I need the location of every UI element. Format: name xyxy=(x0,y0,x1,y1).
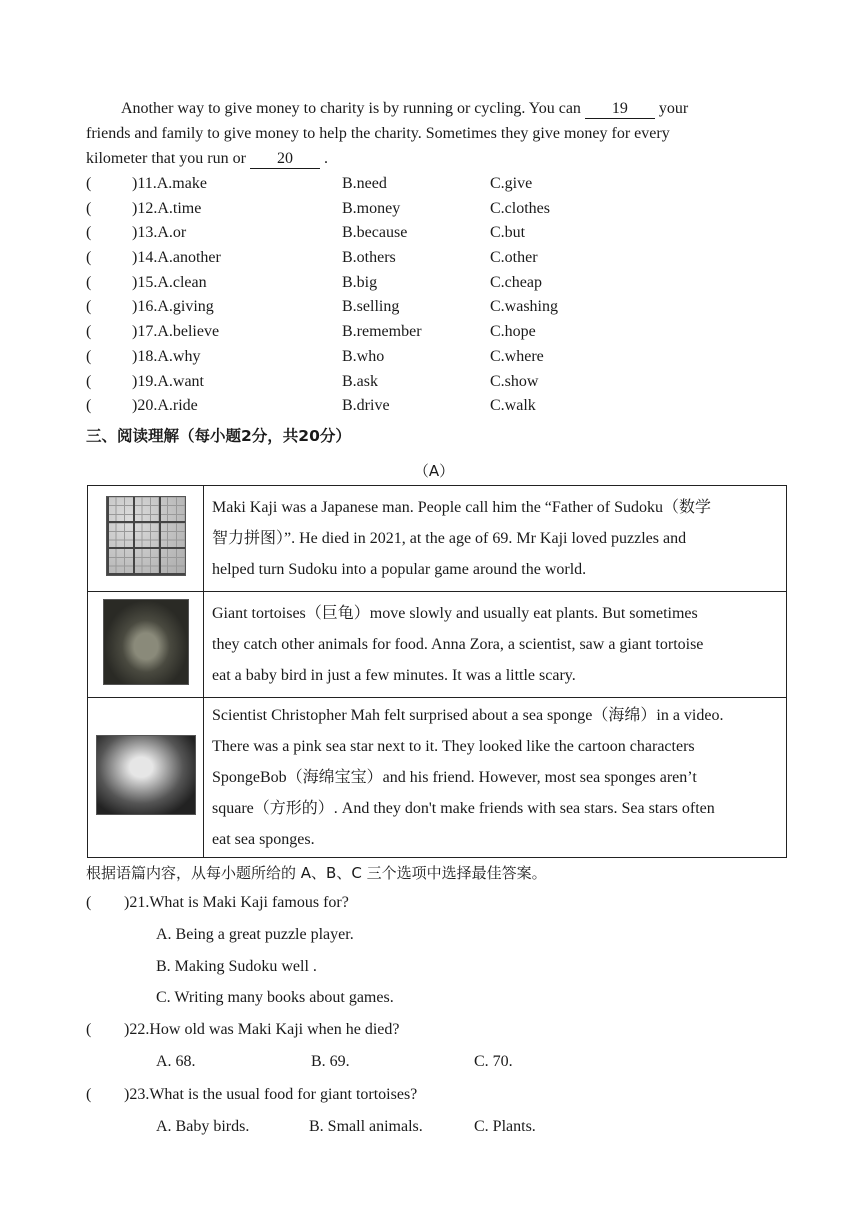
answer-paren[interactable]: ( xyxy=(86,347,92,365)
option-b: B.others xyxy=(342,249,396,267)
q21-option-c: C. Writing many books about games. xyxy=(156,989,394,1006)
answer-paren[interactable]: ( xyxy=(86,397,92,415)
answer-paren[interactable]: ( xyxy=(86,199,92,217)
text-line: they catch other animals for food. Anna Zora, a scientist, saw a giant tortoise xyxy=(212,636,704,653)
option-b: B.remember xyxy=(342,323,422,341)
option-b: B.big xyxy=(342,273,378,291)
cloze-item xyxy=(86,246,586,271)
answer-paren[interactable]: ( xyxy=(86,894,92,911)
text-cell xyxy=(204,486,787,592)
passage-line1-end: your xyxy=(658,100,689,117)
text-line: eat a baby bird in just a few minutes. It was a little scary. xyxy=(212,667,576,684)
blank-20: 20 xyxy=(250,150,320,169)
passage-line1-start: Another way to give money to charity is by running or cycling. You can xyxy=(121,100,581,117)
image-cell xyxy=(88,592,204,698)
option-c: C.washing xyxy=(490,298,558,316)
text-line: SpongeBob（海绵宝宝）and his friend. However, most sea sponges aren’t xyxy=(212,769,697,786)
cloze-options xyxy=(86,172,586,419)
text-line: eat sea sponges. xyxy=(212,831,315,848)
image-cell xyxy=(88,486,204,592)
q23-option-c: C. Plants. xyxy=(474,1118,536,1135)
answer-paren[interactable]: ( xyxy=(86,273,92,291)
option-c: C.clothes xyxy=(490,199,550,217)
option-a: )17.A.believe xyxy=(132,323,220,341)
answer-paren[interactable]: ( xyxy=(86,175,92,192)
text-line: There was a pink sea star next to it. They looked like the cartoon characters xyxy=(212,738,695,755)
cloze-item xyxy=(86,221,586,246)
q22-option-c: C. 70. xyxy=(474,1053,513,1070)
cloze-item xyxy=(86,394,586,419)
option-a: )16.A.giving xyxy=(132,298,214,316)
reading-table xyxy=(87,485,787,858)
answer-paren[interactable]: ( xyxy=(86,372,92,390)
cloze-item xyxy=(86,370,586,395)
text-line: helped turn Sudoku into a popular game around the world. xyxy=(212,561,587,578)
text-line: square（方形的）. And they don't make friends with sea stars. Sea stars often xyxy=(212,800,715,817)
option-a: )15.A.clean xyxy=(132,273,207,291)
text-cell xyxy=(204,698,787,858)
option-a: )19.A.want xyxy=(132,372,204,390)
option-a: )11.A.make xyxy=(132,175,207,192)
table-row xyxy=(88,592,787,698)
answer-paren[interactable]: ( xyxy=(86,298,92,316)
answer-paren[interactable]: ( xyxy=(86,323,92,341)
text-line: Scientist Christopher Mah felt surprised about a sea sponge（海绵）in a video. xyxy=(212,707,724,724)
option-b: B.because xyxy=(342,224,408,242)
q21-option-b: B. Making Sudoku well . xyxy=(156,958,317,975)
sudoku-image xyxy=(106,496,186,576)
cloze-item xyxy=(86,172,586,197)
question-text: )22.How old was Maki Kaji when he died? xyxy=(124,1021,400,1038)
cloze-item xyxy=(86,320,586,345)
passage-line3-start: kilometer that you run or xyxy=(86,150,246,167)
giant-tortoise-image xyxy=(103,599,189,685)
option-c: C.give xyxy=(490,175,533,192)
option-a: )12.A.time xyxy=(132,199,202,217)
option-a: )13.A.or xyxy=(132,224,187,242)
text-cell xyxy=(204,592,787,698)
text-line: Giant tortoises（巨龟）move slowly and usually eat plants. But sometimes xyxy=(212,605,698,622)
q21-option-a: A. Being a great puzzle player. xyxy=(156,926,354,943)
option-b: B.drive xyxy=(342,397,390,415)
q23-option-b: B. Small animals. xyxy=(309,1118,423,1135)
option-c: C.where xyxy=(490,347,544,365)
answer-paren[interactable]: ( xyxy=(86,224,92,242)
passage-line3-end: . xyxy=(323,150,328,167)
q22-option-b: B. 69. xyxy=(311,1053,350,1070)
q23-option-a: A. Baby birds. xyxy=(156,1118,250,1135)
q22-option-a: A. 68. xyxy=(156,1053,196,1070)
section-title: 三、阅读理解（每小题2分，共20分） xyxy=(86,427,351,445)
passage-line2: friends and family to give money to help the charity. Sometimes they give money for every xyxy=(86,125,670,142)
question-text: )23.What is the usual food for giant tortoises? xyxy=(124,1086,418,1103)
cloze-item xyxy=(86,271,586,296)
cloze-passage xyxy=(86,96,776,171)
image-cell xyxy=(88,698,204,858)
table-row xyxy=(88,698,787,858)
answer-paren[interactable]: ( xyxy=(86,1021,92,1038)
option-c: C.but xyxy=(490,224,526,242)
sea-sponge-image xyxy=(96,735,196,815)
option-b: B.money xyxy=(342,199,401,217)
question-text: )21.What is Maki Kaji famous for? xyxy=(124,894,349,911)
option-a: )18.A.why xyxy=(132,347,201,365)
cloze-item xyxy=(86,345,586,370)
option-a: )14.A.another xyxy=(132,249,221,267)
answer-paren[interactable]: ( xyxy=(86,1086,92,1103)
option-c: C.show xyxy=(490,372,539,390)
text-line: Maki Kaji was a Japanese man. People call him the “Father of Sudoku（数学 xyxy=(212,499,711,516)
option-b: B.selling xyxy=(342,298,400,316)
instruction-text: 根据语篇内容，从每小题所给的 A、B、C 三个选项中选择最佳答案。 xyxy=(86,864,547,882)
cloze-item xyxy=(86,295,586,320)
option-b: B.who xyxy=(342,347,385,365)
option-c: C.hope xyxy=(490,323,536,341)
answer-paren[interactable]: ( xyxy=(86,249,92,267)
text-line: 智力拼图）”. He died in 2021, at the age of 69. Mr Kaji loved puzzles and xyxy=(212,530,687,547)
blank-19: 19 xyxy=(585,100,655,119)
cloze-item xyxy=(86,197,586,222)
option-b: B.need xyxy=(342,175,387,192)
option-c: C.cheap xyxy=(490,273,542,291)
option-b: B.ask xyxy=(342,372,378,390)
option-a: )20.A.ride xyxy=(132,397,198,415)
table-row xyxy=(88,486,787,592)
option-c: C.walk xyxy=(490,397,536,415)
passage-label: （A） xyxy=(413,462,455,480)
option-c: C.other xyxy=(490,249,538,267)
